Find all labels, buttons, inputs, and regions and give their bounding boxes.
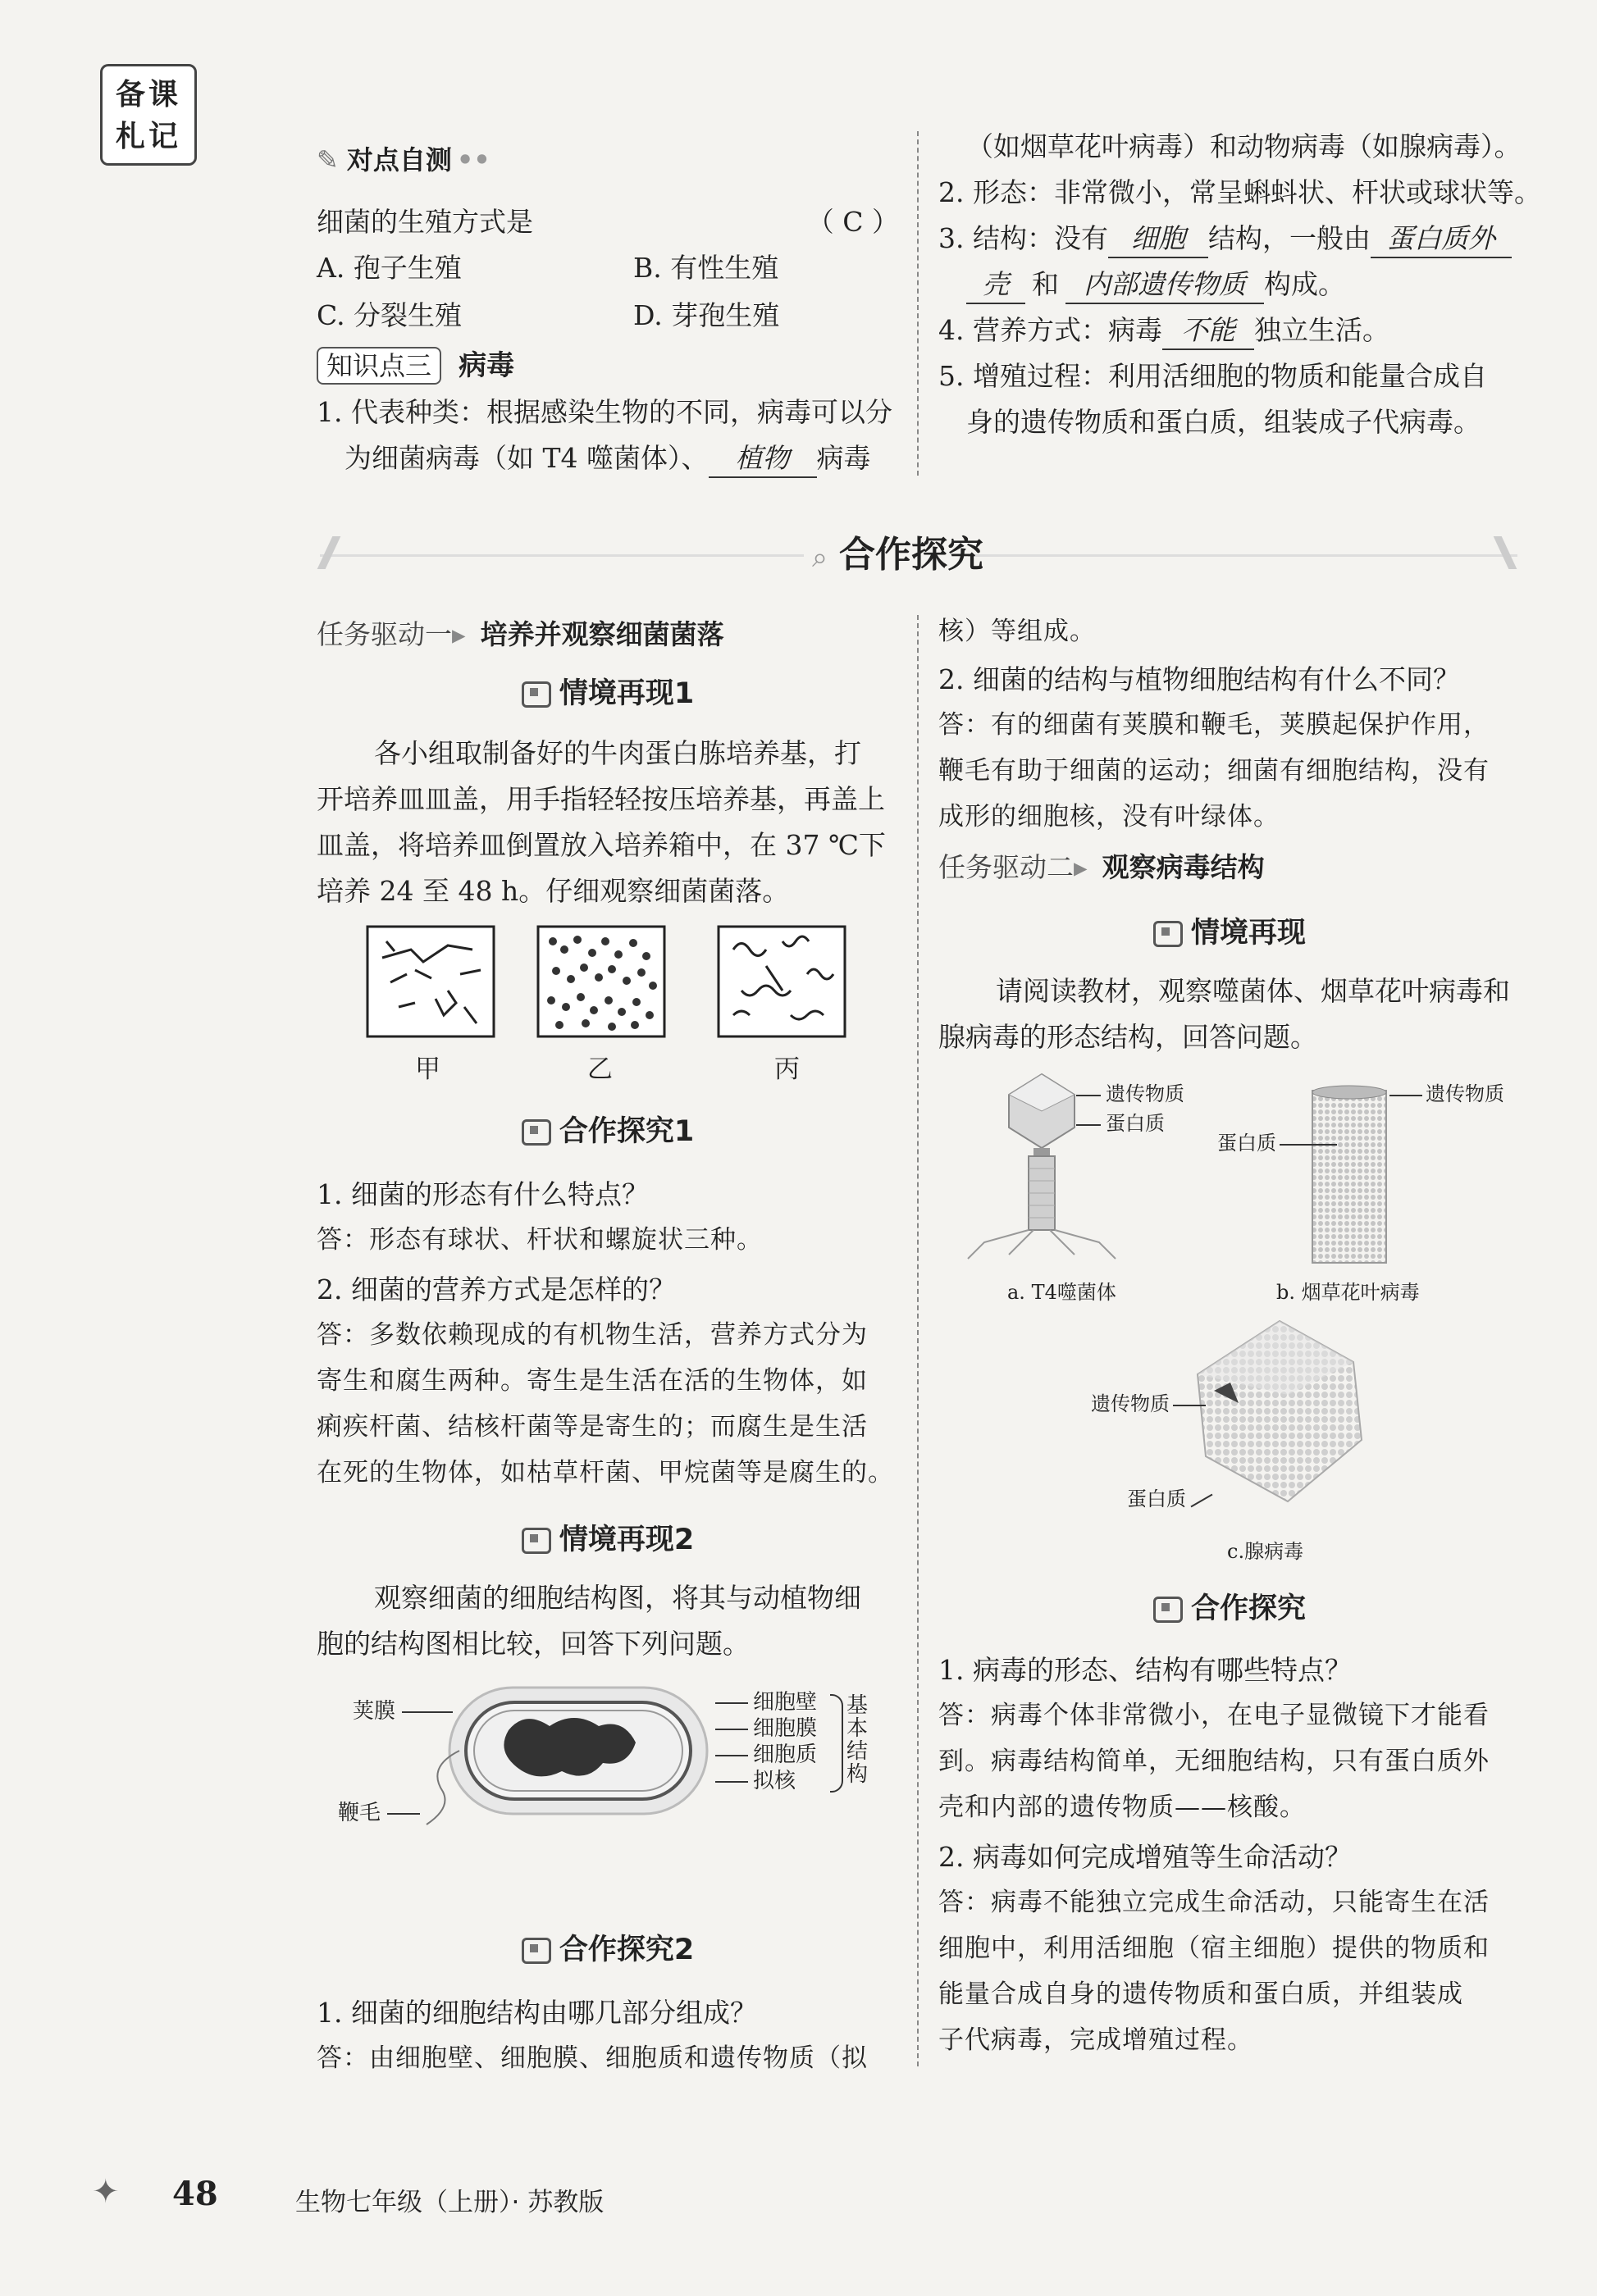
- adeno-protein-label: 蛋白质: [1127, 1483, 1214, 1511]
- blank-cannot: 不能: [1162, 312, 1254, 350]
- scene1-line3: 皿盖，将培养皿倒置放入培养箱中，在 37 ℃下: [317, 829, 886, 861]
- flagella-label: 鞭毛: [338, 1796, 420, 1826]
- colony-figure-jia: [366, 925, 495, 1038]
- answer-2-line1: 答：多数依赖现成的有机物生活，营养方式分为: [317, 1320, 868, 1350]
- coop1-title: 合作探究1: [317, 1109, 899, 1150]
- question-3: 1. 细菌的细胞结构由哪几部分组成？: [317, 1997, 757, 2029]
- fig-label-bing: 丙: [774, 1055, 800, 1084]
- answer-4-line1: 答：有的细菌有荚膜和鞭毛，荚膜起保护作用，: [938, 710, 1490, 740]
- option-d: D. 芽孢生殖: [633, 299, 780, 331]
- option-b: B. 有性生殖: [633, 252, 779, 284]
- virus-answer-2-line2: 细胞中，利用活细胞（宿主细胞）提供的物质和: [938, 1934, 1490, 1963]
- banner-title: 合作探究: [839, 534, 984, 576]
- pencil-icon: ✎: [317, 144, 339, 175]
- caption-b: b. 烟草花叶病毒: [1276, 1281, 1420, 1304]
- column-divider-top: [917, 131, 919, 476]
- banner-line-left: [320, 554, 804, 557]
- book-icon: [1153, 1597, 1183, 1623]
- scene1-title: 情境再现1: [317, 671, 899, 712]
- virus-question-2: 2. 病毒如何完成增殖等生命活动？: [938, 1841, 1352, 1873]
- footer-star-icon: ✦: [92, 2173, 120, 2211]
- question-4: 2. 细菌的结构与植物细胞结构有什么不同？: [938, 663, 1460, 695]
- book-icon: [522, 1119, 551, 1146]
- book-icon: [522, 1938, 551, 1964]
- answer-4-line2: 鞭毛有助于细菌的运动；细菌有细胞结构，没有: [938, 756, 1490, 786]
- question-1: 1. 细菌的形态有什么特点？: [317, 1178, 649, 1210]
- answer-1: 答：形态有球状、杆状和螺旋状三种。: [317, 1225, 763, 1255]
- coop2-title: 合作探究2: [317, 1927, 899, 1968]
- virus-answer-1-line3: 壳和内部的遗传物质——核酸。: [938, 1793, 1306, 1822]
- virus-answer-2-line4: 子代病毒，完成增殖过程。: [938, 2025, 1253, 2055]
- scene2-line2: 胞的结构图相比较，回答下列问题。: [317, 1628, 750, 1660]
- tmv-protein-label: 蛋白质: [1217, 1127, 1337, 1155]
- badge-line1: 备课: [115, 78, 181, 112]
- virus-p2: 2. 形态：非常微小，常呈蝌蚪状、杆状或球状等。: [938, 176, 1541, 208]
- blank-plant: 植物: [709, 440, 817, 478]
- virus-p5b: 身的遗传物质和蛋白质，组装成子代病毒。: [966, 406, 1481, 438]
- self-test-title: ✎ 对点自测 ••: [317, 144, 491, 175]
- answer-2-line2: 寄生和腐生两种。寄生是生活在活的生物体，如: [317, 1366, 868, 1396]
- task1-heading: 任务驱动一▸ 培养并观察细菌菌落: [317, 618, 724, 650]
- virus-p3: 3. 结构：没有 细胞 结构，一般由 蛋白质外: [938, 215, 1512, 262]
- banner-line-right: [968, 554, 1517, 557]
- question-2: 2. 细菌的营养方式是怎样的？: [317, 1273, 676, 1305]
- scene1-line4: 培养 24 至 48 h。仔细观察细菌菌落。: [317, 875, 790, 907]
- blank-protein: 蛋白质外: [1371, 221, 1512, 258]
- scene3-line1: 请阅读教材，观察噬菌体、烟草花叶病毒和: [996, 975, 1510, 1007]
- fig-label-yi: 乙: [587, 1055, 613, 1084]
- scene2-title: 情境再现2: [317, 1517, 899, 1558]
- scene3-line2: 腺病毒的形态结构，回答问题。: [938, 1021, 1317, 1053]
- book-title: 生物七年级（上册）· 苏教版: [295, 2188, 605, 2217]
- banner-slash-right: [1494, 536, 1517, 569]
- blank-shell: 壳: [966, 266, 1025, 304]
- book-icon: [522, 681, 551, 708]
- virus-p4: 4. 营养方式：病毒 不能 独立生活。: [938, 307, 1389, 353]
- tmv-genetic-label: 遗传物质: [1389, 1077, 1504, 1106]
- flagellum-line: [418, 1747, 468, 1829]
- bacterium-diagram: [443, 1681, 714, 1820]
- option-a: A. 孢子生殖: [317, 252, 462, 284]
- answer-2-line4: 在死的生物体，如枯草杆菌、甲烷菌等是腐生的。: [317, 1458, 894, 1487]
- column-divider-main: [917, 615, 919, 2066]
- virus-p1a: 1. 代表种类：根据感染生物的不同，病毒可以分: [317, 396, 892, 428]
- answer-4-line3: 成形的细胞核，没有叶绿体。: [938, 802, 1280, 831]
- coop3-title: 合作探究: [938, 1586, 1521, 1627]
- capsule-label: 荚膜: [353, 1694, 453, 1724]
- magnifier-icon: ⌕: [812, 541, 828, 574]
- badge-line2: 札记: [115, 120, 181, 153]
- task2-label: 任务驱动二: [938, 851, 1074, 883]
- answer-3-line2: 核）等组成。: [938, 617, 1096, 646]
- task2-title: 观察病毒结构: [1102, 851, 1265, 883]
- answer-2-line3: 痢疾杆菌、结核杆菌等是寄生的；而腐生是生活: [317, 1412, 868, 1442]
- banner-slash-left: [317, 536, 341, 569]
- option-c: C. 分裂生殖: [317, 299, 463, 331]
- knowledge-title: 病毒: [459, 349, 515, 382]
- virus-p1b: 为细菌病毒（如 T4 噬菌体）、 植物 病毒: [344, 435, 871, 481]
- basic-structure-label: 基 本 结 构: [846, 1693, 869, 1787]
- page-number: 48: [172, 2175, 218, 2213]
- task1-label: 任务驱动一: [317, 618, 452, 650]
- label-cell-membrane: 细胞膜: [753, 1716, 818, 1741]
- colony-figure-yi: [536, 925, 666, 1038]
- task2-heading: 任务驱动二▸ 观察病毒结构: [938, 851, 1265, 883]
- virus-p5a: 5. 增殖过程：利用活细胞的物质和能量合成自: [938, 360, 1487, 392]
- virus-answer-1-line2: 到。病毒结构简单，无细胞结构，只有蛋白质外: [938, 1747, 1490, 1776]
- adenovirus-figure: [1189, 1317, 1370, 1506]
- answer-3-line1: 答：由细胞壁、细胞膜、细胞质和遗传物质（拟: [317, 2043, 868, 2073]
- cell-structure-labels: [715, 1689, 817, 1794]
- virus-question-1: 1. 病毒的形态、结构有哪些特点？: [938, 1654, 1352, 1686]
- scene1-line1: 各小组取制备好的牛肉蛋白胨培养基，打: [374, 737, 861, 769]
- notes-badge: [100, 64, 197, 166]
- blank-genetic: 内部遗传物质: [1065, 266, 1264, 304]
- adeno-genetic-label: 遗传物质: [1091, 1387, 1206, 1416]
- colony-figure-bing: [717, 925, 846, 1038]
- scene1-line2: 开培养皿皿盖，用手指轻轻按压培养基，再盖上: [317, 783, 885, 815]
- t4-genetic-label: 遗传物质: [1076, 1077, 1184, 1106]
- virus-p3b: 壳 和 内部遗传物质 构成。: [966, 261, 1345, 308]
- scene2-line1: 观察细菌的细胞结构图，将其与动植物细: [374, 1582, 861, 1614]
- knowledge-tag: [317, 343, 514, 383]
- scene3-title: 情境再现: [938, 910, 1521, 951]
- caption-a: a. T4噬菌体: [1007, 1281, 1116, 1304]
- virus-answer-1-line1: 答：病毒个体非常微小，在电子显微镜下才能看: [938, 1701, 1490, 1730]
- knowledge-tag-label: 知识点三: [317, 347, 441, 385]
- t4-protein-label: 蛋白质: [1076, 1107, 1165, 1136]
- basic-structure-brace: [830, 1694, 843, 1793]
- book-icon: [1153, 921, 1183, 947]
- task1-title: 培养并观察细菌菌落: [480, 618, 724, 650]
- virus-answer-2-line3: 能量合成自身的遗传物质和蛋白质，并组装成: [938, 1979, 1463, 2009]
- self-test-question: 细菌的生殖方式是 （ C ）: [317, 198, 899, 245]
- fig-label-jia: 甲: [415, 1055, 440, 1084]
- banner: [812, 525, 983, 577]
- book-icon: [522, 1528, 551, 1554]
- blank-cell: 细胞: [1108, 221, 1208, 258]
- virus-answer-2-line1: 答：病毒不能独立完成生命活动，只能寄生在活: [938, 1888, 1490, 1917]
- self-test-answer: （ C ）: [806, 206, 899, 238]
- label-cytoplasm: 细胞质: [753, 1742, 818, 1767]
- virus-p1c: （如烟草花叶病毒）和动物病毒（如腺病毒）。: [966, 130, 1522, 162]
- label-cell-wall: 细胞壁: [753, 1690, 818, 1715]
- label-nucleoid: 拟核: [753, 1769, 796, 1793]
- caption-c: c.腺病毒: [1227, 1540, 1304, 1563]
- tmv-figure: [1304, 1082, 1394, 1271]
